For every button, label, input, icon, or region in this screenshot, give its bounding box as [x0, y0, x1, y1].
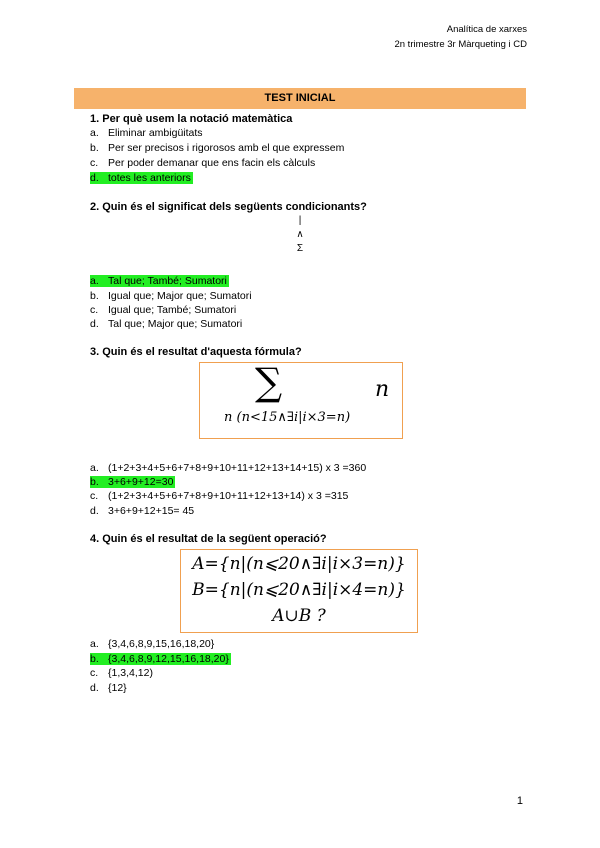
question-1-option-d: d. totes les anteriors — [90, 172, 191, 184]
question-1-option-b: b. Per ser precisos i rigorosos amb el que expressem — [90, 142, 345, 154]
question-1-option-a: a. Eliminar ambigüitats — [90, 127, 203, 139]
sum-term: n — [375, 377, 390, 402]
question-2-option-b: b. Igual que; Major que; Sumatori — [90, 290, 252, 302]
question-1-option-c: c. Per poder demanar que ens facin els càlculs — [90, 157, 316, 169]
symbol-and: ∧ — [296, 229, 304, 240]
question-4-title: 4. Quin és el resultat de la següent operació? — [90, 533, 327, 545]
sum-subscript: n (n<15∧∃i|i×3=n) — [224, 410, 351, 425]
question-4-option-a: a. {3,4,6,8,9,15,16,18,20} — [90, 638, 215, 650]
page-title: TEST INICIAL — [74, 88, 526, 109]
set-a-definition: A={n|(n⩽20∧∃i|i×3=n)} — [192, 554, 406, 574]
page-number: 1 — [516, 795, 523, 807]
question-2-title: 2. Quin és el significat dels següents condicionants? — [90, 201, 367, 213]
sum-symbol: ∑ — [255, 360, 283, 404]
document-header — [394, 22, 527, 52]
question-3-option-b: b. 3+6+9+12=30 — [90, 476, 174, 488]
question-3-option-a: a. (1+2+3+4+5+6+7+8+9+10+11+12+13+14+15) x 3 =360 — [90, 462, 367, 474]
question-3-title: 3. Quin és el resultat d'aquesta fórmula? — [90, 346, 302, 358]
question-3-option-c: c. (1+2+3+4+5+6+7+8+9+10+11+12+13+14) x 3 =315 — [90, 490, 349, 502]
symbol-sum: Σ — [296, 243, 304, 254]
set-union-question: A∪B ? — [272, 606, 326, 626]
question-4-option-c: c. {1,3,4,12) — [90, 667, 153, 679]
set-b-definition: B={n|(n⩽20∧∃i|i×4=n)} — [192, 580, 406, 600]
course-subtitle: 2n trimestre 3r Màrqueting i CD — [394, 39, 527, 50]
question-2-option-d: d. Tal que; Major que; Sumatori — [90, 318, 243, 330]
question-4-option-d: d. {12} — [90, 682, 127, 694]
formula-box-sum — [199, 362, 403, 439]
question-2-option-c: c. Igual que; També; Sumatori — [90, 304, 237, 316]
question-3-option-d: d. 3+6+9+12+15= 45 — [90, 505, 195, 517]
course-title: Analítica de xarxes — [446, 24, 527, 35]
question-2-option-a: a. Tal que; També; Sumatori — [90, 275, 227, 287]
formula-box-sets — [180, 549, 418, 633]
symbol-such-that: | — [298, 215, 302, 226]
question-4-option-b: b. {3,4,6,8,9,12,15,16,18,20} — [90, 653, 229, 665]
question-1-title: 1. Per què usem la notació matemàtica — [90, 113, 293, 125]
